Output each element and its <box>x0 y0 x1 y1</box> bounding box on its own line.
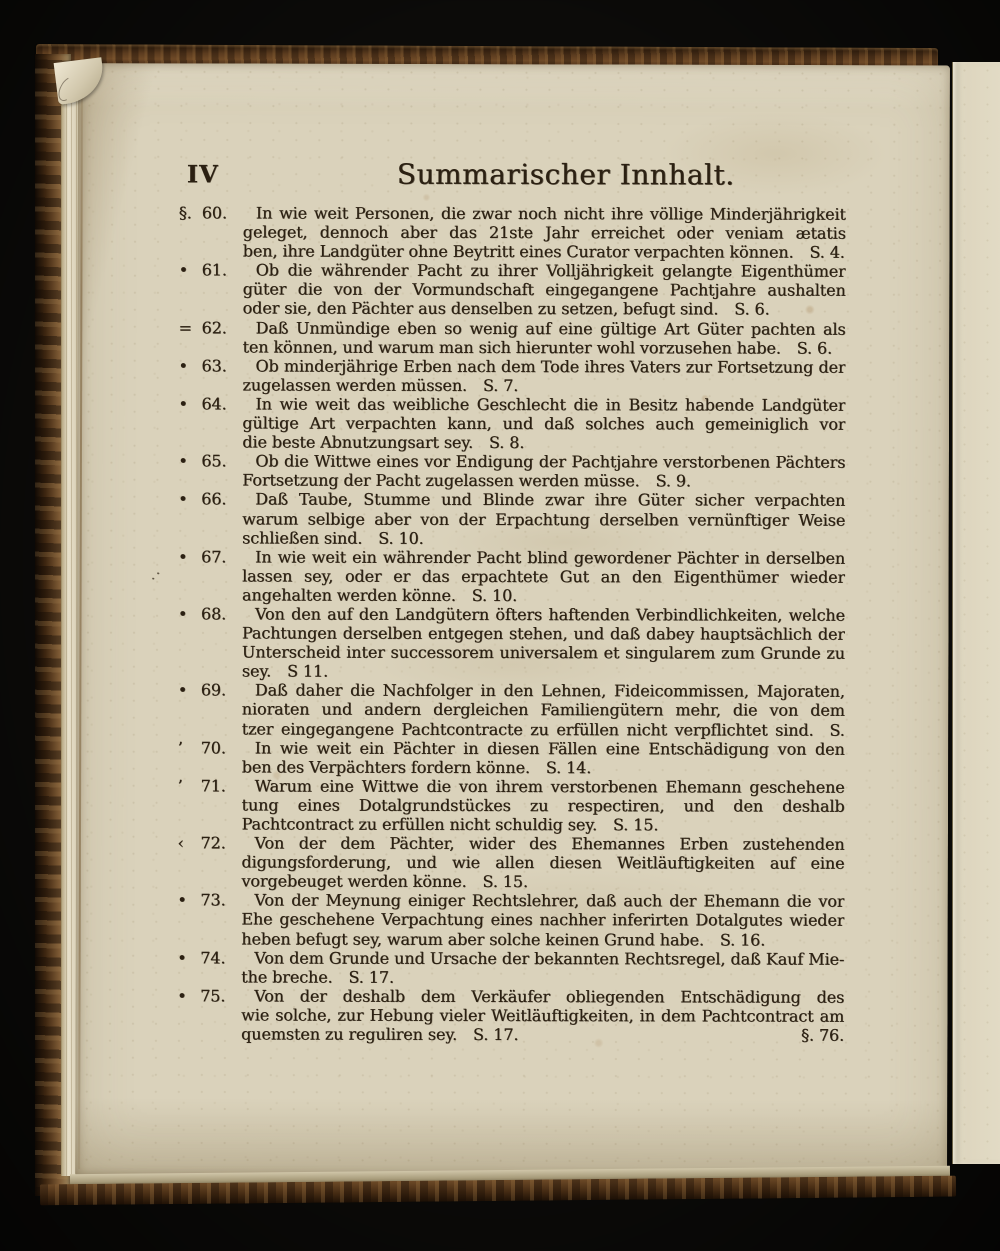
entry-line: Daß Unmündige eben so wenig auf eine gültige Art Güter pachten als <box>255 318 846 339</box>
ditto-mark: §. <box>178 203 192 223</box>
entry-line: Von der dem Pächter, wider des Ehemannes Erben zustehenden <box>254 833 845 854</box>
toc-entry <box>178 452 846 492</box>
entry-line: tung eines Dotalgrundstückes zu respectiren, und den deshalb <box>241 795 845 816</box>
ditto-mark: ’ <box>177 737 183 757</box>
ditto-mark: • <box>178 394 188 414</box>
section-number: 73. <box>200 890 226 910</box>
section-label <box>179 318 243 356</box>
entry-line: Von den auf den Landgütern öfters haftenden Verbindlichkeiten, welche <box>255 604 846 625</box>
entry-text <box>242 547 845 606</box>
entry-line: nioraten und andern dergleichen Familiengütern mehr, die von dem <box>241 699 845 721</box>
section-number: 67. <box>201 547 227 567</box>
page-number: IV <box>186 159 219 189</box>
catchword-next-section: §. 76. <box>801 1025 845 1045</box>
section-label <box>178 490 242 547</box>
section-number: 66. <box>201 489 227 509</box>
toc-entry <box>177 891 845 950</box>
entry-line: quemsten zu reguliren sey. S. 17. §. 76. <box>241 1024 845 1045</box>
entry-line: Pachtungen derselben entgegen stehen, und daß dabey hauptsächlich der <box>241 623 846 644</box>
entry-text <box>242 738 845 777</box>
entry-text <box>241 948 844 987</box>
section-label <box>178 356 242 394</box>
entry-line: Von dem Grunde und Ursache der bekannten Rechtsregel, daß Kauf Mie- <box>254 948 845 969</box>
entry-line: Von der Meynung einiger Rechtslehrer, daß auch der Ehemann die vor <box>254 890 845 912</box>
toc-entry <box>178 394 846 453</box>
entry-text <box>242 452 845 491</box>
section-label <box>179 261 243 318</box>
ditto-mark: • <box>177 680 188 700</box>
entry-line: warum selbige aber von der Erpachtung derselben vernünftiger Weise <box>242 508 846 530</box>
section-label <box>178 738 242 776</box>
toc-entry <box>177 833 845 892</box>
section-label <box>178 452 242 490</box>
entry-line: ben, ihre Landgüter ohne Beytritt eines Curator verpachten können. S. 4. <box>242 241 845 262</box>
toc-entry <box>178 776 846 835</box>
entry-line: Unterscheid inter successorem universalem et singularem zum Grunde zu <box>241 642 845 663</box>
entry-line: Ob die währender Pacht zu ihrer Volljährigkeit gelangte Eigenthümer <box>255 260 846 282</box>
entry-text <box>243 318 846 357</box>
ditto-mark: • <box>178 604 188 624</box>
ditto-mark: • <box>177 947 187 968</box>
entry-line: Ob minderjährige Erben nach dem Tode ihres Vaters zur Fortsetzung der <box>255 356 846 377</box>
entry-line: In wie weit Personen, die zwar noch nicht ihre völlige Minderjährigkeit <box>255 203 846 224</box>
section-number: 64. <box>201 394 227 414</box>
entry-line: Daß daher die Nachfolger in den Lehnen, Fideicommissen, Majoraten, <box>254 680 845 702</box>
entry-line: In wie weit das weibliche Geschlecht die in Besitz habende Landgüter <box>255 394 846 415</box>
section-label <box>178 681 242 738</box>
entry-line: zugelassen werden müssen. S. 7. <box>242 375 519 395</box>
entry-line: the breche. S. 17. <box>241 967 394 987</box>
entry-line: ten können, und warum man sich hierunter wohl vorzusehen habe. S. 6. <box>242 337 833 358</box>
entry-line: gültige Art verpachten kann, und daß solches auch gemeiniglich vor <box>242 413 846 434</box>
section-number: 74. <box>200 948 226 968</box>
ditto-mark: = <box>178 317 192 337</box>
ditto-mark: ‹ <box>177 833 184 853</box>
entry-text <box>241 834 844 893</box>
entry-text <box>242 681 845 740</box>
entry-line: Ob die Wittwe eines vor Endigung der Pachtjahre verstorbenen Pächters <box>255 451 846 472</box>
toc-entry <box>178 738 846 778</box>
toc-entry <box>178 356 846 396</box>
entry-line: lassen sey, oder er das erpachtete Gut an den Eigenthümer wieder <box>242 566 846 587</box>
toc-entry <box>178 547 846 606</box>
section-label <box>177 891 241 948</box>
entry-text <box>243 261 846 320</box>
page-title: Summarischer Innhalt. <box>396 157 735 192</box>
section-number: 62. <box>201 317 227 337</box>
entry-text <box>242 604 845 682</box>
section-label <box>179 203 243 260</box>
entry-text <box>242 490 845 549</box>
section-number: 71. <box>200 776 226 796</box>
toc-entry <box>177 986 845 1045</box>
section-number: 60. <box>201 203 228 223</box>
entry-line: digungsforderung, und wie allen diesen Weitläuftigkeiten auf eine <box>241 852 845 873</box>
entry-line: vorgebeuget werden könne. S. 15. <box>241 871 528 892</box>
section-number: 68. <box>201 604 227 624</box>
ditto-mark: • <box>178 260 189 280</box>
entry-line: angehalten werden könne. S. 10. <box>242 585 518 605</box>
entry-line: sey. S 11. <box>241 661 329 681</box>
toc-entries <box>177 203 847 1045</box>
section-label <box>177 833 241 890</box>
entry-text <box>242 394 845 453</box>
entry-line: Daß Taube, Stumme und Blinde zwar ihre Güter sicher verpachten <box>255 489 846 511</box>
section-number: 65. <box>201 451 227 471</box>
entry-line: Ehe geschehene Verpachtung eines nachher inferirten Dotalgutes wieder <box>241 909 845 931</box>
entry-line: tzer eingegangene Pachtcontracte zu erfüllen nicht verpflichtet sind. S. <box>241 718 845 740</box>
section-number: 72. <box>200 833 226 853</box>
entry-line: Warum eine Wittwe die von ihrem verstorbenen Ehemann geschehene <box>254 776 845 797</box>
toc-entry <box>177 948 845 988</box>
section-label <box>177 948 241 986</box>
entry-line: die beste Abnutzungsart sey. S. 8. <box>242 432 525 453</box>
entry-text <box>242 356 845 395</box>
section-number: 63. <box>201 356 227 376</box>
entry-line: Fortsetzung der Pacht zugelassen werden müsse. S. 9. <box>242 470 691 491</box>
toc-entry <box>178 604 846 682</box>
section-label <box>178 547 242 604</box>
ditto-mark: • <box>178 451 188 471</box>
entry-line: In wie weit ein währender Pacht blind gewordener Pächter in derselben <box>255 547 846 568</box>
toc-entry <box>179 261 847 320</box>
ditto-mark: ’ <box>177 776 183 796</box>
entry-line: ben des Verpächters fordern könne. S. 14. <box>241 757 592 777</box>
entry-line: Von der deshalb dem Verkäufer obliegenden Entschädigung des <box>254 986 845 1007</box>
entry-text <box>241 891 844 950</box>
section-number: 69. <box>200 680 227 700</box>
entry-line: heben befugt sey, warum aber solche keinen Grund habe. S. 16. <box>241 929 766 950</box>
entry-line: wie solche, zur Hebung vieler Weitläuftigkeiten, in dem Pachtcontract am <box>241 1005 845 1026</box>
entry-line: geleget, dennoch aber das 21ste Jahr erreichet oder veniam ætatis <box>242 222 846 243</box>
section-label <box>178 394 242 451</box>
ditto-mark: • <box>178 547 188 567</box>
stray-ink-mark: .· <box>148 565 165 584</box>
entry-line: güter die von der Vormundschaft eingegangene Pachtjahre aushalten <box>242 279 846 301</box>
section-number: 61. <box>201 260 227 280</box>
ditto-mark: • <box>177 986 187 1006</box>
toc-entry <box>178 490 846 549</box>
toc-entry <box>179 318 847 358</box>
section-label <box>178 776 242 833</box>
entry-text <box>243 203 846 262</box>
entry-text <box>242 776 845 835</box>
entry-line: In wie weit ein Pächter in diesen Fällen eine Entschädigung von den <box>254 738 845 759</box>
entry-text <box>241 986 844 1045</box>
ditto-mark: • <box>177 890 187 910</box>
section-label <box>177 986 241 1043</box>
entry-line: oder sie, den Pächter aus denselben zu setzen, befugt sind. S. 6. <box>242 298 770 320</box>
section-number: 75. <box>200 986 226 1006</box>
entry-line: schließen sind. S. 10. <box>242 528 424 548</box>
section-label <box>178 604 242 681</box>
ditto-mark: • <box>178 356 188 376</box>
ditto-mark: • <box>178 489 188 509</box>
section-number: 70. <box>200 737 226 758</box>
toc-entry <box>179 203 847 262</box>
toc-entry <box>178 681 846 740</box>
entry-line: Pachtcontract zu erfüllen nicht schuldig sey. S. 15. <box>241 814 659 835</box>
